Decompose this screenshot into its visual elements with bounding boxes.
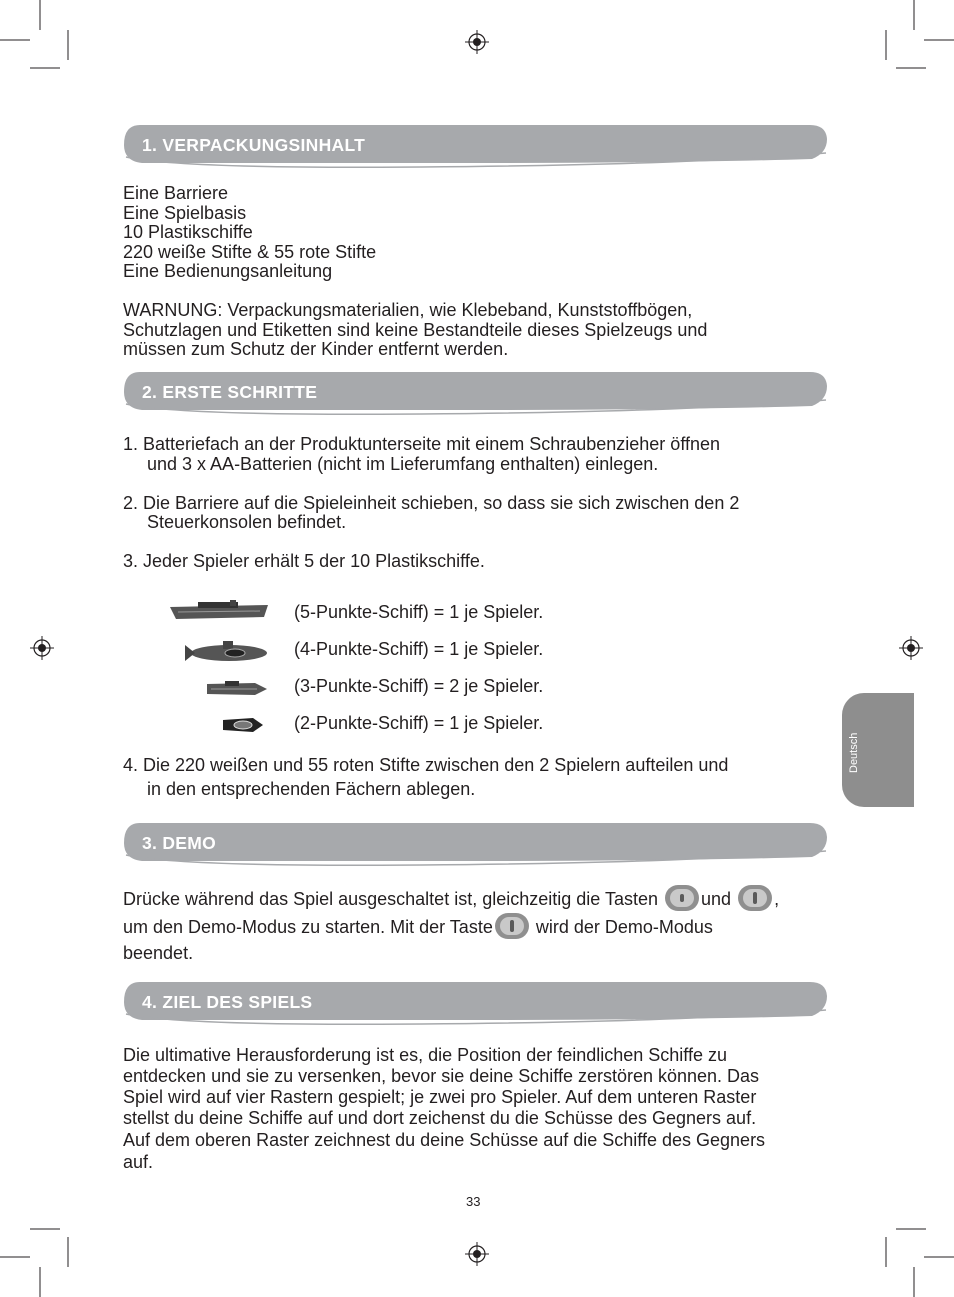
list-item: (3-Punkte-Schiff) = 2 je Spieler. <box>294 676 544 696</box>
demo-text: um den Demo-Modus zu starten. Mit der Taste <box>123 916 493 937</box>
demo-text: , <box>774 888 780 909</box>
registration-mark-icon <box>899 636 923 660</box>
registration-mark-icon <box>465 1242 489 1266</box>
goal-line: Auf dem oberen Raster zeichnest du deine Schüsse auf die Schiffe des Gegners <box>123 1130 766 1150</box>
step-line: in den entsprechenden Fächern ablegen. <box>147 779 476 799</box>
section-header-verpackungsinhalt <box>122 123 828 171</box>
select-button-icon <box>495 913 529 939</box>
step-line: und 3 x AA-Batterien (nicht im Lieferumfang enthalten) einlegen. <box>147 454 659 474</box>
section-header-demo <box>122 821 828 869</box>
list-item: (2-Punkte-Schiff) = 1 je Spieler. <box>294 713 544 733</box>
goal-line: Spiel wird auf vier Rastern gespielt; je zwei pro Spieler. Auf dem unteren Raster <box>123 1087 757 1107</box>
list-item: Eine Bedienungsanleitung <box>123 261 333 281</box>
section-title: 2. ERSTE SCHRITTE <box>142 382 318 402</box>
language-label: Deutsch <box>848 732 860 773</box>
demo-text: wird der Demo-Modus <box>535 916 713 937</box>
warning-line: WARNUNG: Verpackungsmaterialien, wie Klebeband, Kunststoffbögen, <box>123 300 693 320</box>
step-line: Steuerkonsolen befindet. <box>147 512 347 532</box>
step-line: 4. Die 220 weißen und 55 roten Stifte zwischen den 2 Spielern aufteilen und <box>123 755 729 775</box>
page-number: 33 <box>466 1194 481 1209</box>
warning-line: Schutzlagen und Etiketten sind keine Bestandteile dieses Spielzeugs und <box>123 320 708 340</box>
language-tab <box>842 693 914 807</box>
section-title: 1. VERPACKUNGSINHALT <box>142 135 366 155</box>
destroyer-icon <box>205 679 269 699</box>
section-title: 4. ZIEL DES SPIELS <box>142 992 313 1012</box>
section-header-erste-schritte <box>122 370 828 418</box>
step-3: 3. Jeder Spieler erhält 5 der 10 Plastikschiffe. <box>123 551 485 571</box>
list-item: 10 Plastikschiffe <box>123 222 253 242</box>
select-button-icon <box>738 885 772 911</box>
demo-text: und <box>701 888 732 909</box>
fire-button-icon <box>665 885 699 911</box>
goal-line: auf. <box>123 1152 154 1172</box>
demo-text: beendet. <box>123 943 194 963</box>
registration-mark-icon <box>465 30 489 54</box>
list-item: (4-Punkte-Schiff) = 1 je Spieler. <box>294 639 544 659</box>
carrier-ship-icon <box>168 599 273 623</box>
list-item: Eine Barriere <box>123 183 229 203</box>
step-line: 1. Batteriefach an der Produktunterseite mit einem Schraubenzieher öffnen <box>123 434 721 454</box>
list-item: Eine Spielbasis <box>123 203 247 223</box>
registration-mark-icon <box>30 636 54 660</box>
warning-line: müssen zum Schutz der Kinder entfernt werden. <box>123 339 509 359</box>
section-title: 3. DEMO <box>142 833 217 853</box>
goal-line: Die ultimative Herausforderung ist es, die Position der feindlichen Schiffe zu <box>123 1045 727 1065</box>
list-item: (5-Punkte-Schiff) = 1 je Spieler. <box>294 602 544 622</box>
patrol-boat-icon <box>221 714 265 736</box>
step-line: 2. Die Barriere auf die Spieleinheit schieben, so dass sie sich zwischen den 2 <box>123 493 740 513</box>
goal-line: entdecken und sie zu versenken, bevor sie deine Schiffe zerstören können. Das <box>123 1066 760 1086</box>
section-header-ziel-des-spiels <box>122 980 828 1028</box>
demo-text: Drücke während das Spiel ausgeschaltet ist, gleichzeitig die Tasten <box>123 888 658 909</box>
goal-line: stellst du deine Schiffe auf und dort zeichenst du die Schüsse des Gegners auf. <box>123 1108 757 1128</box>
submarine-icon <box>183 638 271 666</box>
list-item: 220 weiße Stifte & 55 rote Stifte <box>123 242 377 262</box>
